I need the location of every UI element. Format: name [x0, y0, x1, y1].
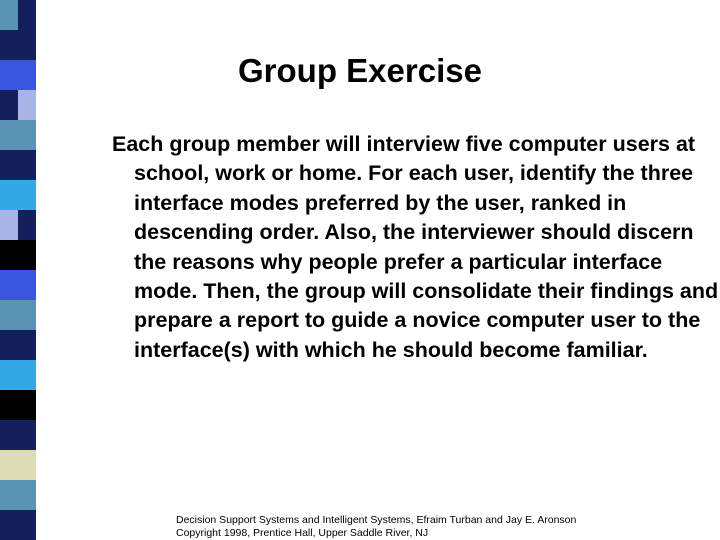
footer-copyright: Copyright 1998, Prentice Hall, Upper Saddle River, NJ	[176, 527, 429, 539]
footer-citation: Decision Support Systems and Intelligent Systems, Efraim Turban and Jay E. Aronson	[176, 514, 577, 526]
slide-footer	[176, 514, 576, 540]
slide-title: Group Exercise	[238, 52, 482, 89]
slide-body-text: Each group member will interview five computer users at school, work or home. For each user, identify the three interface modes preferred by the user, ranked in descending order. Also, the interviewer should discern the reasons why people prefer a particular interface mode. Then, the group will consolidate their findings and prepare a report to guide a novice computer user to the interface(s) with which he should become familiar.	[112, 132, 719, 362]
